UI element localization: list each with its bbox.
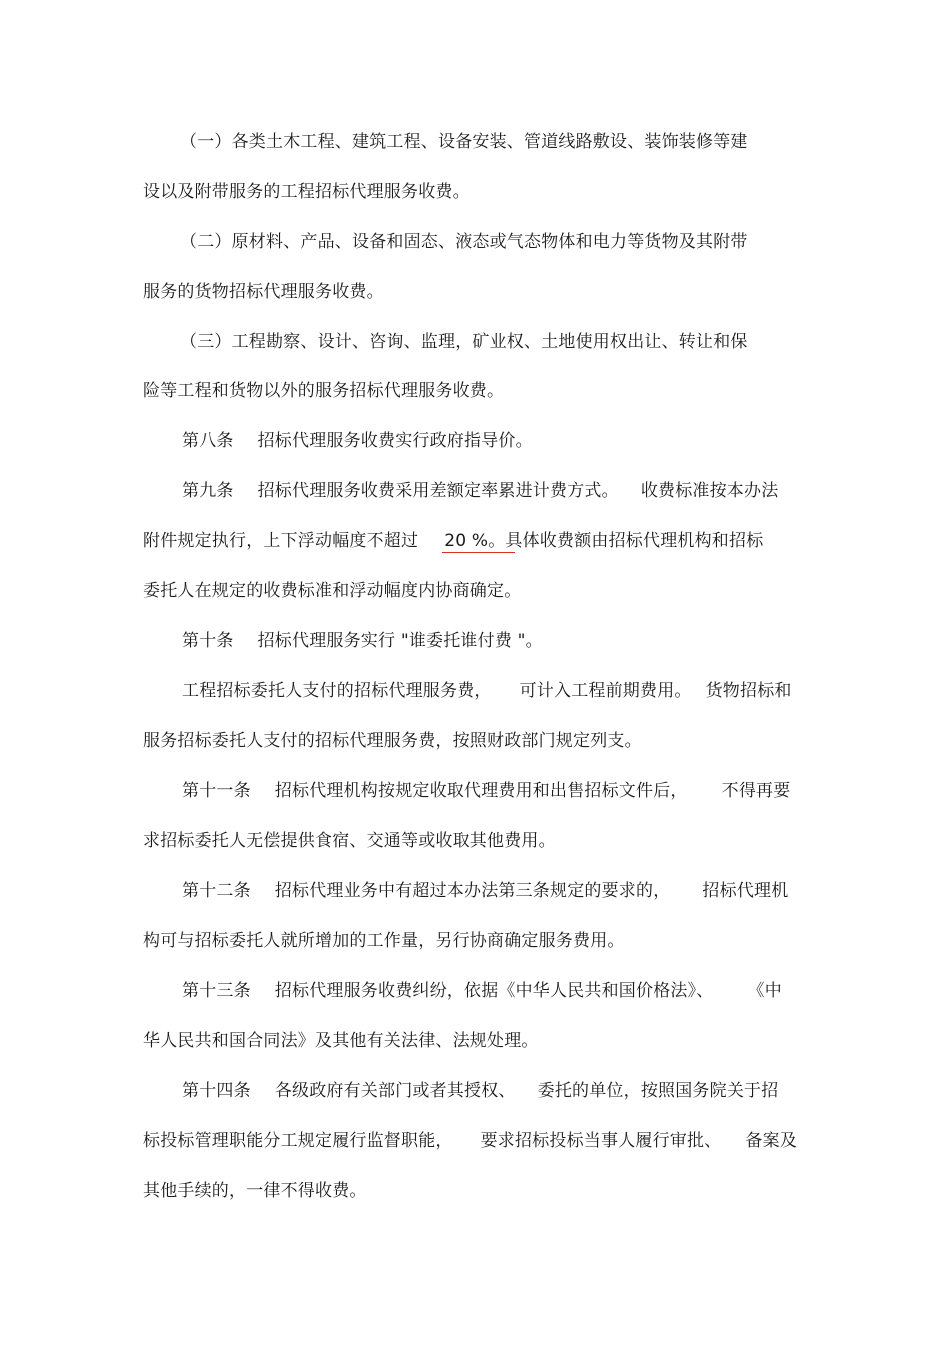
- article-14-text-b: 委托的单位，按照国务院关于招: [537, 1081, 779, 1101]
- article-9-text-b: 收费标准按本办法: [640, 481, 779, 501]
- article-10-text: 招标代理服务实行 "谁委托谁付费 "。: [257, 631, 543, 651]
- paragraph-1-line-1: [180, 130, 748, 154]
- article-14-label: 第十四条: [182, 1081, 251, 1101]
- article-14-line-3-text: 其他手续的，一律不得收费。: [143, 1181, 367, 1201]
- article-12-text-a: 招标代理业务中有超过本办法第三条规定的要求的，: [274, 881, 671, 901]
- article-9-label: 第九条: [182, 481, 234, 501]
- article-11-line-2: [143, 829, 556, 853]
- article-13-label: 第十三条: [182, 981, 251, 1001]
- article-13-text-a: 招标代理服务收费纠纷，依据《中华人民共和国价格法》、: [274, 981, 714, 1001]
- paragraph-1-text-2: 设以及附带服务的工程招标代理服务收费。: [143, 182, 470, 202]
- article-11-line-2-text: 求招标委托人无偿提供食宿、交通等或收取其他费用。: [143, 831, 556, 851]
- article-9-text-line-3: 委托人在规定的收费标准和浮动幅度内协商确定。: [143, 581, 522, 601]
- article-14-line-2-a: 标投标管理职能分工规定履行监督职能，: [143, 1131, 453, 1151]
- article-9-line-3: [143, 579, 521, 603]
- article-12-line-2: [143, 929, 625, 953]
- article-13-line-1: [182, 979, 782, 1003]
- article-14-line-2: [143, 1129, 797, 1153]
- article-12-text-b: 招标代理机: [702, 881, 789, 901]
- article-10-label: 第十条: [182, 631, 234, 651]
- article-10-para-2-line-2-text: 服务招标委托人支付的招标代理服务费，按照财政部门规定列支。: [143, 731, 642, 751]
- article-12-line-1: [182, 879, 788, 903]
- article-13-line-2: [143, 1029, 539, 1053]
- paragraph-1-text-1: （一）各类土木工程、建筑工程、设备安装、管道线路敷设、装饰装修等建: [180, 132, 748, 152]
- article-10-para-2-a: 工程招标委托人支付的招标代理服务费，: [182, 681, 492, 701]
- article-14-line-1: [182, 1079, 778, 1103]
- article-14-text-a: 各级政府有关部门或者其授权、: [274, 1081, 516, 1101]
- article-14-line-3: [143, 1179, 367, 1203]
- article-8-label: 第八条: [182, 431, 234, 451]
- article-9-text-a: 招标代理服务收费采用差额定率累进计费方式。: [257, 481, 619, 501]
- paragraph-3-line-2: [143, 379, 504, 403]
- article-13-line-2-text: 华人民共和国合同法》及其他有关法律、法规处理。: [143, 1031, 539, 1051]
- article-10-para-2-c: 货物招标和: [705, 681, 792, 701]
- paragraph-3-line-1: [180, 330, 748, 354]
- article-9-line-2-post: 具体收费额由招标代理机构和招标: [505, 531, 764, 551]
- article-9-line-2-pre: 附件规定执行，上下浮动幅度不超过: [143, 531, 419, 551]
- paragraph-3-text-1: （三）工程勘察、设计、咨询、监理，矿业权、土地使用权出让、转让和保: [180, 332, 748, 352]
- article-11-label: 第十一条: [182, 781, 251, 801]
- article-8-text: 招标代理服务收费实行政府指导价。: [257, 431, 533, 451]
- article-11-text-b: 不得再要: [721, 781, 791, 801]
- paragraph-3-text-2: 险等工程和货物以外的服务招标代理服务收费。: [143, 381, 505, 401]
- article-9-percent: 20 %。: [444, 531, 506, 551]
- paragraph-2-text-2: 服务的货物招标代理服务收费。: [143, 282, 384, 302]
- article-11-line-1: [182, 779, 790, 803]
- article-9-line-2: [143, 529, 763, 553]
- paragraph-2-line-1: [180, 230, 748, 254]
- article-12-label: 第十二条: [182, 881, 251, 901]
- article-14-line-2-b: 要求招标投标当事人履行审批、: [480, 1131, 722, 1151]
- article-10-line-1: [182, 629, 543, 653]
- article-10-para-2-b: 可计入工程前期费用。: [519, 681, 692, 701]
- article-8: [182, 429, 533, 453]
- article-11-text-a: 招标代理机构按规定收取代理费用和出售招标文件后，: [274, 781, 688, 801]
- paragraph-2-line-2: [143, 280, 384, 304]
- article-10-para-2-line-1: [182, 679, 792, 703]
- article-9-line-1: [182, 479, 778, 503]
- article-12-line-2-text: 构可与招标委托人就所增加的工作量，另行协商确定服务费用。: [143, 931, 625, 951]
- article-13-text-b: 《中: [747, 981, 782, 1001]
- paragraph-2-text-1: （二）原材料、产品、设备和固态、液态或气态物体和电力等货物及其附带: [180, 232, 748, 252]
- article-14-line-2-c: 备案及: [745, 1131, 798, 1151]
- paragraph-1-line-2: [143, 180, 470, 204]
- article-10-para-2-line-2: [143, 729, 642, 753]
